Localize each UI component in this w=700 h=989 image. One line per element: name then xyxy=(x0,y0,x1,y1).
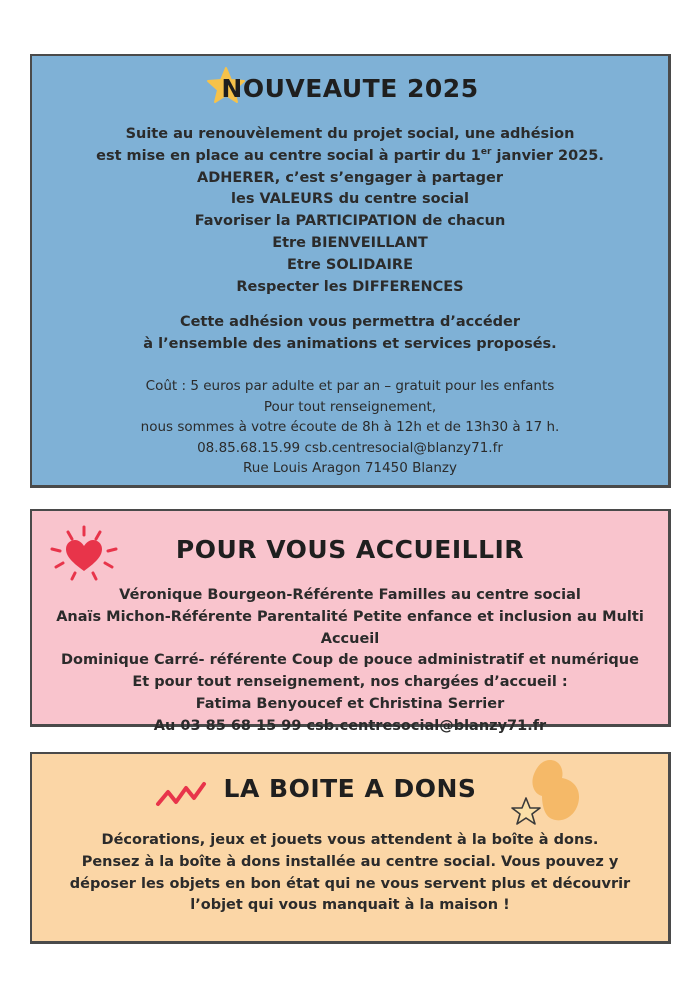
intro-line-2-end: janvier 2025. xyxy=(491,147,604,164)
value-line: Etre SOLIDAIRE xyxy=(287,256,413,273)
accueil-line: Au 03 85 68 15 99 csb.centresocial@blanzy71.fr xyxy=(153,717,547,734)
accueil-line: Anaïs Michon-Référente Parentalité Petite enfance et inclusion au Multi Accueil xyxy=(56,608,644,647)
value-line: Respecter les DIFFERENCES xyxy=(236,278,464,295)
access-line: Cette adhésion vous permettra d’accéder xyxy=(179,314,521,330)
info-line: Rue Louis Aragon 71450 Blanzy xyxy=(243,460,457,476)
boite-line: Pensez à la boîte à dons installée au centre social. Vous pouvez y xyxy=(81,853,619,870)
info-line: 08.85.68.15.99 csb.centresocial@blanzy71.fr xyxy=(197,439,503,456)
info-line: nous sommes à votre écoute de 8h à 12h et de 13h30 à 17 h. xyxy=(140,419,560,435)
value-line: Etre BIENVEILLANT xyxy=(272,234,428,251)
boite-line: Décorations, jeux et jouets vous attendent à la boîte à dons. xyxy=(101,832,599,848)
boite-panel xyxy=(30,752,671,944)
accueil-line: Fatima Benyoucef et Christina Serrier xyxy=(195,695,505,712)
value-line: ADHERER, c’est s’engager à partager xyxy=(196,169,503,186)
accueil-line: Et pour tout renseignement, nos chargées d’accueil : xyxy=(132,674,568,691)
accueil-line: Dominique Carré- référente Coup de pouce administratif et numérique xyxy=(61,652,639,669)
boite-line: déposer les objets en bon état qui ne vous servent plus et découvrir xyxy=(69,875,631,892)
nouveaute-access xyxy=(32,312,668,356)
accueil-content xyxy=(32,585,668,738)
boite-content xyxy=(32,830,668,917)
intro-line-2-start: est mise en place au centre social à partir du 1 xyxy=(96,147,481,164)
accueil-panel xyxy=(30,509,671,734)
boite-line: l’objet qui vous manquait à la maison ! xyxy=(190,897,510,914)
nouveaute-info xyxy=(32,376,668,479)
value-line: Favoriser la PARTICIPATION de chacun xyxy=(194,213,506,230)
intro-line-1: Suite au renouvèlement du projet social, une adhésion xyxy=(125,126,575,142)
access-line: à l’ensemble des animations et services proposés. xyxy=(143,335,557,352)
nouveaute-intro xyxy=(32,124,668,298)
nouveaute-panel xyxy=(30,54,671,488)
accueil-title: POUR VOUS ACCUEILLIR xyxy=(175,535,525,564)
info-line: Pour tout renseignement, xyxy=(263,398,437,415)
nouveaute-title: NOUVEAUTE 2025 xyxy=(221,74,479,103)
info-line: Coût : 5 euros par adulte et par an – gratuit pour les enfants xyxy=(145,378,555,394)
intro-line-2-sup: er xyxy=(480,146,492,157)
accueil-line: Véronique Bourgeon-Référente Familles au centre social xyxy=(119,587,581,603)
value-line: les VALEURS du centre social xyxy=(231,191,469,208)
boite-title: LA BOITE A DONS xyxy=(223,774,477,803)
intro-line-2 xyxy=(32,146,668,168)
